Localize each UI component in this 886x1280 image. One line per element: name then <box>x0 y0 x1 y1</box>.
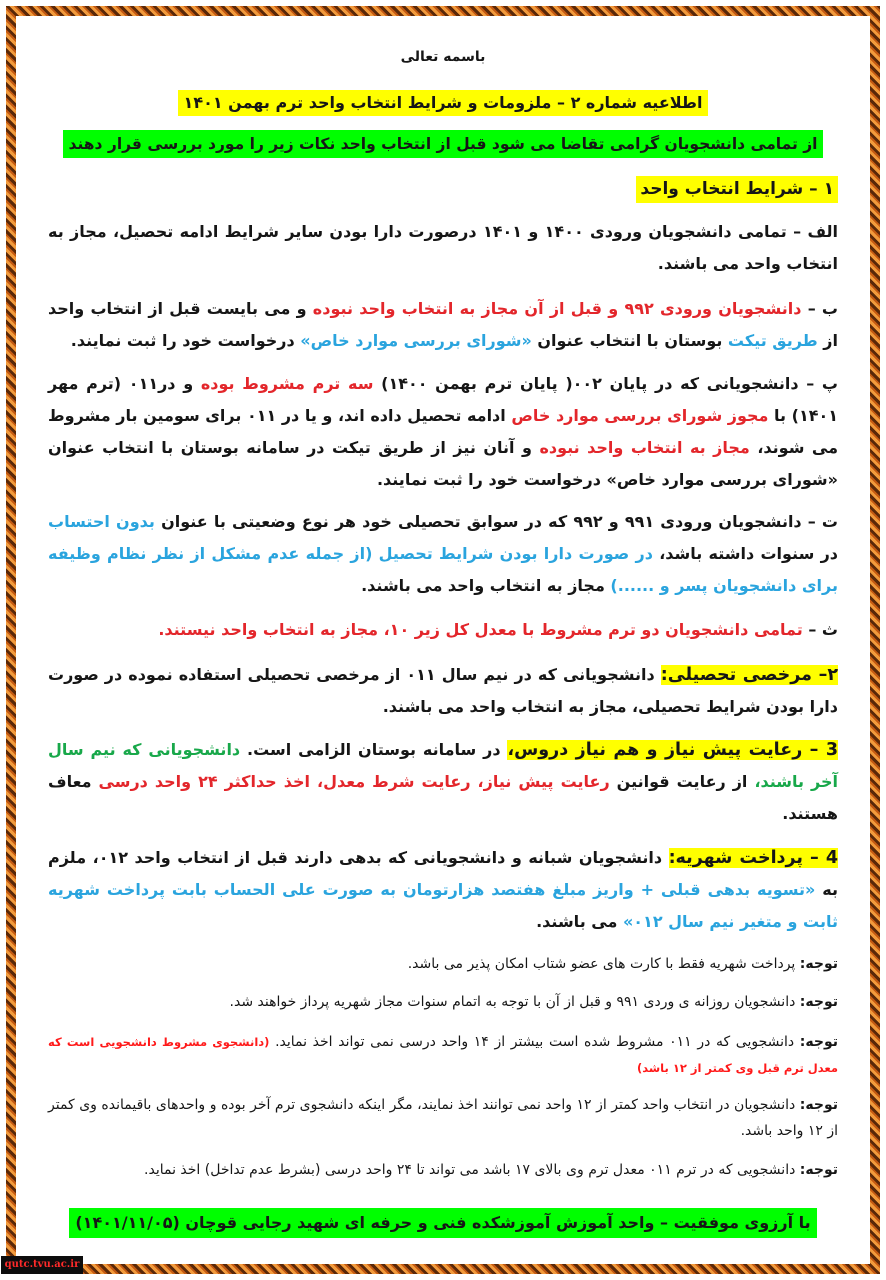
section-4-text-2: می باشند. <box>536 912 623 931</box>
note-1 <box>48 951 838 977</box>
note-text: دانشجویان در انتخاب واحد کمتر از ۱۲ واحد نمی توانند اخذ نمایند، مگر اینکه دانشجوی ترم آخر بوده و واحدهای باقیمانده وی کمتر از ۱۲ واحد باشد. <box>48 1097 838 1139</box>
two-terms-probation-rule: تمامی دانشجویان دو ترم مشروط با معدل کل زیر ۱۰، مجاز به انتخاب واحد نیستند. <box>158 620 803 639</box>
note-4 <box>48 1092 838 1144</box>
note-text: دانشجویی که در ترم ۰۱۱ معدل ترم وی بالای ۱۷ باشد می تواند تا ۲۴ واحد درسی (بشرط عدم تداخل) اخذ نماید. <box>144 1162 800 1178</box>
condition-alef: الف – تمامی دانشجویان ورودی ۱۴۰۰ و ۱۴۰۱ درصورت دارا بودن سایر شرایط ادامه تحصیل، مجاز به انتخاب واحد می باشند. <box>48 222 839 273</box>
note-2 <box>48 989 838 1015</box>
condition-te-text: ت – دانشجویان ورودی ۹۹۱ و ۹۹۲ که در سوابق تحصیلی خود هر نوع وضعیتی با عنوان <box>154 512 839 531</box>
ticket-reference: طریق تیکت <box>727 331 818 350</box>
note-text: دانشجویی که در ۰۱۱ مشروط شده است بیشتر از ۱۴ واحد درسی نمی تواند اخذ نماید. <box>269 1034 800 1050</box>
three-terms-probation: سه ترم مشروط بوده <box>200 374 374 393</box>
section-3-text-2: از رعایت قوانین <box>609 772 755 791</box>
condition-te-text-2: در سنوات داشته باشد، <box>652 544 839 563</box>
section-2-body: دانشجویانی که در نیم سال ۰۱۱ از مرخصی تحصیلی استفاده نموده در صورت دارا بودن شرایط تحصیلی، مجاز به انتخاب واحد می باشند. <box>48 665 838 716</box>
condition-pe-text-3: ادامه تحصیل داده اند، و یا در ۰۱۱ برای سومین بار مشروط می شوند، <box>48 406 839 457</box>
section-2-heading: ۲– مرخصی تحصیلی: <box>660 665 839 685</box>
note-label: توجه: <box>799 1162 838 1178</box>
condition-be-text: و می بایست قبل از انتخاب واحد از <box>48 299 838 350</box>
condition-be-restriction: دانشجویان ورودی ۹۹۲ و قبل از آن مجاز به انتخاب واحد نبوده <box>312 299 802 318</box>
condition-te <box>48 506 838 602</box>
probation-definition: (دانشجوی مشروط دانشجویی است که معدل ترم قبل وی کمتر از ۱۲ باشد) <box>48 1035 838 1075</box>
note-label: توجه: <box>799 1097 838 1113</box>
special-cases-council-title: «شورای بررسی موارد خاص» <box>300 331 532 350</box>
council-permit: مجوز شورای بررسی موارد خاص <box>511 406 769 425</box>
site-watermark: qutc.tvu.ac.ir <box>1 1256 83 1274</box>
condition-pe-text: پ – دانشجویانی که در پایان ۰۰۲( پایان ترم بهمن ۱۴۰۰) <box>373 374 839 393</box>
section-3-heading: 3 – رعایت پیش نیاز و هم نیاز دروس، <box>507 740 839 760</box>
condition-pe <box>48 368 838 496</box>
condition-pe-text-4: و آنان نیز از طریق تیکت در سامانه بوستان با انتخاب عنوان «شورای بررسی موارد خاص» درخواست خود را ثبت نمایند. <box>48 438 838 489</box>
condition-be-text-3: درخواست خود را ثبت نمایند. <box>70 331 301 350</box>
section-3-prerequisites <box>48 734 838 830</box>
note-3 <box>48 1029 838 1081</box>
note-label: توجه: <box>799 994 838 1010</box>
note-text: دانشجویان روزانه ی وردی ۹۹۱ و قبل از آن با توجه به اتمام سنوات مجاز شهریه پرداز خواهند شد. <box>229 994 800 1010</box>
condition-be-label: ب – <box>801 299 839 318</box>
announcement-content <box>48 40 838 1238</box>
without-counting: بدون احتساب <box>48 512 155 531</box>
condition-be-text-2: بوستان با انتخاب عنوان <box>531 331 728 350</box>
study-conditions-note: در صورت دارا بودن شرایط تحصیل (از جمله عدم مشکل از نظر نظام وظیفه برای دانشجویان پسر و ......) <box>48 544 838 595</box>
payment-requirement: «تسویه بدهی قبلی + واریز مبلغ هفتصد هزارتومان به صورت علی الحساب بابت پرداخت شهریه ثابت و متغیر نیم سال ۰۱۲» <box>48 880 838 931</box>
invocation-heading: باسمه تعالی <box>400 49 486 65</box>
not-allowed-registration: مجاز به انتخاب واحد نبوده <box>539 438 750 457</box>
note-5 <box>48 1157 838 1183</box>
condition-se-label: ث – <box>802 620 838 639</box>
condition-te-text-3: مجاز به انتخاب واحد می باشند. <box>361 576 611 595</box>
section-3-text-3: معاف هستند. <box>48 772 838 823</box>
section-4-heading: 4 – پرداخت شهریه: <box>668 848 839 868</box>
intro-request: از تمامی دانشجویان گرامی تقاضا می شود قبل از انتخاب واحد نکات زیر را مورد بررسی قرار دهند <box>63 130 824 158</box>
intro-row <box>48 127 838 161</box>
note-label: توجه: <box>799 1034 839 1050</box>
condition-pe-text-2: و در۰۱۱ (ترم مهر ۱۴۰۱) با <box>48 374 838 425</box>
condition-be <box>48 293 838 357</box>
note-text: پرداخت شهریه فقط با کارت های عضو شتاب امکان پذیر می باشد. <box>407 956 800 972</box>
exempt-rules: رعایت پیش نیاز، رعایت شرط معدل، اخذ حداکثر ۲۴ واحد درسی <box>98 772 610 791</box>
section-1-heading: ۱ – شرایط انتخاب واحد <box>636 176 838 203</box>
title-row <box>48 86 838 120</box>
condition-se <box>48 614 838 646</box>
section-1-heading-row <box>48 172 838 206</box>
section-4-tuition <box>48 842 838 938</box>
note-label: توجه: <box>799 956 838 972</box>
section-3-text: در سامانه بوستان الزامی است. <box>240 740 508 759</box>
section-2-leave <box>48 659 838 723</box>
announcement-title: اطلاعیه شماره ۲ – ملزومات و شرایط انتخاب واحد ترم بهمن ۱۴۰۱ <box>178 90 709 116</box>
section-4-text: دانشجویان شبانه و دانشجویانی که بدهی دارند قبل از انتخاب واحد ۰۱۲، ملزم به <box>48 848 839 899</box>
footer-signature: با آرزوی موفقیت – واحد آموزش آموزشکده فنی و حرفه ای شهید رجایی قوچان (۱۴۰۱/۱۱/۰۵) <box>69 1208 816 1238</box>
footer-row <box>48 1208 838 1238</box>
final-term-students: دانشجویانی که نیم سال آخر باشند، <box>48 740 839 791</box>
